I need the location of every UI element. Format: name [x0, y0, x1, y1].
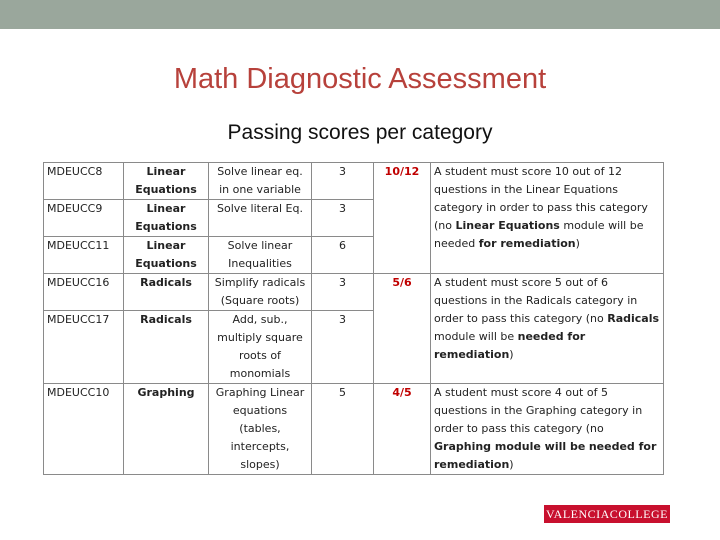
question-count: 5	[312, 384, 374, 475]
module-code: MDEUCC10	[44, 384, 124, 475]
skill-description: Solve literal Eq.	[209, 200, 312, 237]
category-name: Linear Equations	[124, 163, 209, 200]
passing-scores-table	[43, 162, 664, 475]
passing-note: A student must score 4 out of 5 questions in the Graphing category in order to pass this category (no Graphing module will be needed for remediation)	[431, 384, 664, 475]
skill-description: Add, sub., multiply square roots of monomials	[209, 311, 312, 384]
passing-score: 5/6	[374, 274, 431, 384]
module-code: MDEUCC17	[44, 311, 124, 384]
top-accent-bar	[0, 0, 720, 29]
category-name: Graphing	[124, 384, 209, 475]
module-code: MDEUCC8	[44, 163, 124, 200]
page-title: Math Diagnostic Assessment	[173, 63, 547, 95]
category-name: Radicals	[124, 274, 209, 311]
passing-note: A student must score 10 out of 12 questions in the Linear Equations category in order to pass this category (no Linear Equations module will be needed for remediation)	[431, 163, 664, 274]
module-code: MDEUCC9	[44, 200, 124, 237]
module-code: MDEUCC16	[44, 274, 124, 311]
module-code: MDEUCC11	[44, 237, 124, 274]
category-name: Linear Equations	[124, 200, 209, 237]
question-count: 3	[312, 200, 374, 237]
skill-description: Simplify radicals (Square roots)	[209, 274, 312, 311]
table-row	[44, 274, 664, 311]
passing-note: A student must score 5 out of 6 questions in the Radicals category in order to pass this category (no Radicals module will be needed for remediation)	[431, 274, 664, 384]
question-count: 3	[312, 311, 374, 384]
skill-description: Graphing Linear equations (tables, intercepts, slopes)	[209, 384, 312, 475]
question-count: 3	[312, 163, 374, 200]
page-subtitle: Passing scores per category	[227, 121, 493, 144]
question-count: 3	[312, 274, 374, 311]
table-row	[44, 384, 664, 475]
college-logo: VALENCIACOLLEGE	[544, 505, 670, 523]
category-name: Radicals	[124, 311, 209, 384]
skill-description: Solve linear Inequalities	[209, 237, 312, 274]
table-row	[44, 163, 664, 200]
passing-score: 10/12	[374, 163, 431, 274]
skill-description: Solve linear eq. in one variable	[209, 163, 312, 200]
passing-score: 4/5	[374, 384, 431, 475]
question-count: 6	[312, 237, 374, 274]
category-name: Linear Equations	[124, 237, 209, 274]
